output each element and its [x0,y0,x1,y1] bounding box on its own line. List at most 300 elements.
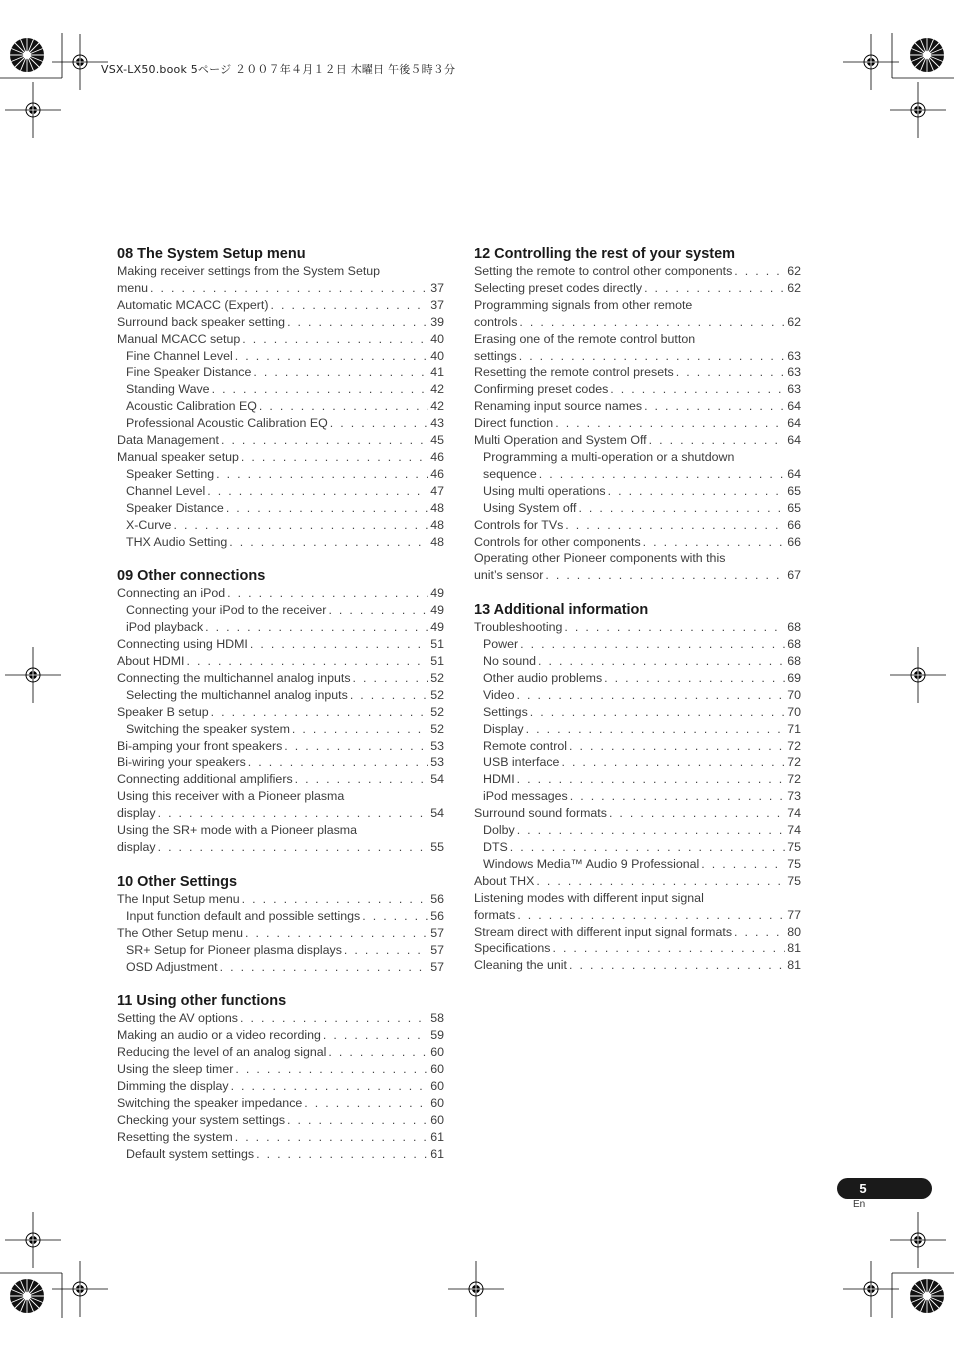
toc-section [117,567,444,856]
entry-text: Checking your system settings [117,1112,286,1127]
entry-text: Cleaning the unit [474,958,567,973]
entry-text: Using the sleep timer [117,1062,234,1077]
toc-entry[interactable] [117,602,444,619]
entry-page-number: 40 [430,348,444,363]
toc-entry[interactable] [474,670,801,687]
entry-text: Listening modes with different input signal [474,890,704,905]
entry-page-number: 62 [787,314,801,329]
entry-page-number: 53 [430,755,444,770]
entry-page-number: 60 [430,1062,444,1077]
entry-text: display [117,840,156,854]
toc-entry[interactable] [474,924,801,941]
toc-entry[interactable] [117,534,444,551]
dot-leader [158,805,428,822]
entry-text: Power [483,637,519,652]
toc-entry[interactable] [474,805,801,822]
toc-entry[interactable] [117,653,444,670]
entry-text: sequence [483,466,537,481]
dot-leader [212,381,428,398]
dot-leader [608,483,785,500]
entry-page-number: 57 [430,925,444,940]
dot-leader [519,348,785,365]
entry-page-number: 73 [787,789,801,804]
dot-leader [235,1061,428,1078]
toc-entry[interactable] [117,959,444,976]
toc-entry[interactable] [117,297,444,314]
toc-entry[interactable] [117,398,444,415]
entry-text: Reducing the level of an analog signal [117,1045,327,1060]
dot-leader [353,670,428,687]
dot-leader [242,891,428,908]
dot-leader [564,619,785,636]
toc-entry[interactable] [117,721,444,738]
entry-text: Making receiver settings from the System Setup [117,264,381,278]
toc-entry[interactable] [117,908,444,925]
toc-section [117,992,444,1162]
section-title: 11 Using other functions [117,993,287,1010]
toc-entry[interactable] [117,925,444,942]
toc-entry[interactable] [474,788,801,805]
toc-right-column [474,245,801,991]
toc-entry[interactable] [474,856,801,873]
dot-leader [555,415,785,432]
dot-leader [538,653,785,670]
entry-text: Using the SR+ mode with a Pioneer plasma [117,823,358,838]
entry-text: Switching the speaker impedance [117,1095,303,1110]
toc-entry[interactable] [117,1112,444,1129]
entry-page-number: 81 [787,958,801,973]
entry-page-number: 43 [430,416,444,431]
entry-page-number: 72 [787,755,801,770]
toc-entry[interactable] [117,432,444,449]
entry-text: Erasing one of the remote control button [474,331,696,346]
toc-entry[interactable] [117,619,444,636]
entry-text: Connecting your iPod to the receiver [126,603,327,618]
entry-page-number: 64 [787,433,801,448]
dot-leader [344,942,428,959]
dot-leader [517,771,785,788]
entry-page-number: 55 [430,840,444,854]
entry-text: Resetting the remote control presets [474,365,674,380]
entry-page-number: 40 [430,331,444,346]
dot-leader [519,314,785,331]
entry-text: Fine Channel Level [126,348,233,363]
entry-page-number: 42 [430,399,444,414]
entry-page-number: 68 [787,620,801,635]
toc-entry[interactable] [474,432,801,449]
entry-page-number: 60 [430,1079,444,1094]
entry-page-number: 52 [430,687,444,702]
entry-text: Stream direct with different input signal formats [474,924,733,939]
entry-text: Default system settings [126,1146,255,1161]
toc-entry[interactable] [117,1027,444,1044]
entry-text: Direct function [474,416,554,431]
toc-entry[interactable] [117,415,444,432]
dot-leader [701,856,785,873]
entry-page-number: 70 [787,704,801,719]
toc-entry[interactable] [117,483,444,500]
entry-text: Professional Acoustic Calibration EQ [126,416,328,431]
entry-text: Setting the remote to control other components [474,264,733,278]
section-title: 13 Additional information [474,602,649,619]
dot-leader [569,957,785,974]
dot-leader [328,1044,428,1061]
entry-text: Automatic MCACC (Expert) [117,297,269,312]
entry-text: Selecting the multichannel analog inputs [126,687,348,702]
dot-leader [536,873,785,890]
toc-entry[interactable] [474,738,801,755]
entry-text: Resetting the system [117,1129,233,1144]
toc-entry[interactable] [117,670,444,687]
dot-leader [287,1112,428,1129]
toc-entry[interactable] [117,822,444,856]
dot-leader [350,687,428,704]
entry-text: Display [483,721,524,736]
entry-text: iPod messages [483,789,568,804]
toc-entry[interactable] [117,364,444,381]
toc-entry[interactable] [474,873,801,890]
entry-page-number: 80 [787,924,801,939]
entry-page-number: 58 [430,1011,444,1026]
entry-page-number: 72 [787,738,801,753]
toc-entry[interactable] [117,263,444,297]
entry-text: THX Audio Setting [126,534,228,549]
entry-page-number: 56 [430,908,444,923]
dot-leader [158,839,428,856]
toc-entry[interactable] [474,721,801,738]
toc-entry[interactable] [474,500,801,517]
toc-entry[interactable] [117,704,444,721]
toc-entry[interactable] [117,942,444,959]
entry-text: Operating other Pioneer components with this [474,551,726,566]
entry-page-number: 51 [430,654,444,669]
entry-page-number: 49 [430,620,444,635]
toc-entry[interactable] [117,1078,444,1095]
dot-leader [259,398,428,415]
dot-leader [173,517,428,534]
entry-text: Bi-wiring your speakers [117,755,246,770]
dot-leader [649,432,785,449]
entry-page-number: 64 [787,416,801,431]
toc-entry[interactable] [474,754,801,771]
entry-text: The Input Setup menu [117,891,240,906]
entry-page-number: 37 [430,297,444,312]
toc-entry[interactable] [117,738,444,755]
toc-entry[interactable] [474,653,801,670]
entry-text: Switching the speaker system [126,721,290,736]
entry-page-number: 48 [430,517,444,532]
toc-entry[interactable] [474,398,801,415]
dot-leader [221,432,428,449]
toc-entry[interactable] [474,534,801,551]
dot-leader [676,364,785,381]
entry-page-number: 42 [430,382,444,397]
entry-page-number: 63 [787,382,801,397]
dot-leader [328,602,428,619]
toc-entry[interactable] [117,449,444,466]
entry-page-number: 60 [430,1045,444,1060]
toc-entry[interactable] [117,891,444,908]
toc-entry[interactable] [474,364,801,381]
entry-text: Fine Speaker Distance [126,365,252,380]
entry-page-number: 61 [430,1129,444,1144]
entry-text: Speaker Distance [126,500,224,515]
entry-text: HDMI [483,772,515,787]
dot-leader [644,398,785,415]
entry-text: Multi Operation and System Off [474,433,647,448]
dot-leader [734,924,785,941]
toc-entry[interactable] [474,517,801,534]
dot-leader [207,483,428,500]
dot-leader [517,907,785,924]
toc-entry[interactable] [474,687,801,704]
page-number-badge [837,1178,932,1199]
entry-text: Troubleshooting [474,620,563,635]
entry-text: Connecting using HDMI [117,637,248,652]
dot-leader [292,721,428,738]
entry-text: Dimming the display [117,1079,229,1094]
section-title: 09 Other connections [117,568,266,585]
entry-page-number: 67 [787,568,801,583]
entry-page-number: 60 [430,1112,444,1127]
dot-leader [604,670,785,687]
entry-page-number: 57 [430,959,444,974]
entry-page-number: 72 [787,772,801,787]
entry-page-number: 49 [430,603,444,618]
toc-entry[interactable] [117,771,444,788]
entry-page-number: 66 [787,517,801,532]
entry-text: X-Curve [126,517,172,532]
toc-entry[interactable] [474,381,801,398]
entry-text: Using multi operations [483,483,606,498]
entry-text: formats [474,907,516,922]
dot-leader [245,925,428,942]
toc-section [474,245,801,584]
entry-text: controls [474,314,518,329]
toc-entry[interactable] [117,1061,444,1078]
entry-page-number: 48 [430,534,444,549]
entry-text: Data Management [117,433,219,448]
entry-text: Remote control [483,738,568,753]
section-title: 10 Other Settings [117,873,238,890]
entry-text: Channel Level [126,483,206,498]
entry-page-number: 46 [430,466,444,481]
toc-entry[interactable] [474,263,801,280]
toc-entry[interactable] [474,550,801,584]
toc-entry[interactable] [117,1010,444,1027]
entry-page-number: 37 [430,280,444,295]
dot-leader [227,585,428,602]
toc-entry[interactable] [117,788,444,822]
entry-page-number: 54 [430,772,444,787]
dot-leader [517,822,785,839]
entry-text: Using System off [483,500,577,515]
dot-leader [643,534,785,551]
dot-leader [235,348,428,365]
toc-entry[interactable] [474,280,801,297]
toc-entry[interactable] [474,890,801,924]
toc-entry[interactable] [474,483,801,500]
entry-text: Surround back speaker setting [117,314,286,329]
toc-entry[interactable] [474,449,801,483]
dot-leader [610,381,785,398]
dot-leader [256,1146,428,1163]
toc-entry[interactable] [117,517,444,534]
toc-entry[interactable] [474,619,801,636]
entry-text: Settings [483,704,528,719]
entry-page-number: 62 [787,280,801,295]
entry-text: The Other Setup menu [117,925,244,940]
entry-page-number: 75 [787,856,801,871]
entry-text: Selecting preset codes directly [474,280,643,295]
toc-entry[interactable] [474,331,801,365]
toc-entry[interactable] [117,314,444,331]
dot-leader [304,1095,428,1112]
entry-text: Surround sound formats [474,806,607,821]
dot-leader [520,636,785,653]
dot-leader [516,687,785,704]
dot-leader [362,908,428,925]
toc-entry[interactable] [474,940,801,957]
entry-page-number: 45 [430,433,444,448]
dot-leader [241,449,428,466]
entry-page-number: 59 [430,1028,444,1043]
toc-entry[interactable] [117,381,444,398]
entry-text: Bi-amping your front speakers [117,738,283,753]
entry-text: unit’s sensor [474,568,544,583]
toc-section [117,245,444,550]
dot-leader [229,534,428,551]
entry-page-number: 41 [430,365,444,380]
dot-leader [284,738,428,755]
entry-text: Speaker B setup [117,704,209,719]
entry-page-number: 46 [430,449,444,464]
entry-page-number: 62 [787,264,801,278]
toc-entry[interactable] [117,636,444,653]
entry-text: Connecting an iPod [117,586,226,601]
dot-leader [253,364,428,381]
entry-page-number: 77 [787,907,801,922]
entry-page-number: 65 [787,483,801,498]
entry-text: Confirming preset codes [474,382,609,397]
entry-text: Dolby [483,823,515,838]
entry-page-number: 81 [787,941,801,956]
entry-text: settings [474,348,517,363]
entry-text: display [117,806,156,821]
entry-page-number: 63 [787,365,801,380]
entry-text: Windows Media™ Audio 9 Professional [483,856,700,871]
toc-entry[interactable] [117,1129,444,1146]
entry-page-number: 53 [430,738,444,753]
dot-leader [565,517,785,534]
toc-entry[interactable] [117,1095,444,1112]
dot-leader [295,771,428,788]
toc-entry[interactable] [474,771,801,788]
dot-leader [150,280,428,297]
toc-entry[interactable] [474,822,801,839]
entry-text: About HDMI [117,654,185,669]
entry-text: Using this receiver with a Pioneer plasma [117,789,345,804]
entry-page-number: 47 [430,483,444,498]
entry-text: Making an audio or a video recording [117,1028,321,1043]
entry-page-number: 49 [430,586,444,601]
dot-leader [545,567,785,584]
toc-entry[interactable] [474,957,801,974]
toc-entry[interactable] [474,704,801,721]
dot-leader [250,636,428,653]
toc-entry[interactable] [117,585,444,602]
entry-text: Speaker Setting [126,466,215,481]
toc-entry[interactable] [117,331,444,348]
entry-text: Controls for TVs [474,517,564,532]
entry-text: Controls for other components [474,534,641,549]
entry-page-number: 54 [430,806,444,821]
toc-entry[interactable] [117,687,444,704]
entry-page-number: 56 [430,891,444,906]
dot-leader [287,314,428,331]
dot-leader [205,619,428,636]
entry-text: Standing Wave [126,382,210,397]
entry-page-number: 74 [787,823,801,838]
entry-text: Video [483,687,515,702]
dot-leader [569,738,785,755]
entry-page-number: 69 [787,670,801,685]
entry-page-number: 71 [787,721,801,736]
entry-page-number: 68 [787,654,801,669]
toc-entry[interactable] [117,466,444,483]
dot-leader [552,940,785,957]
dot-leader [609,805,785,822]
entry-text: SR+ Setup for Pioneer plasma displays [126,942,342,957]
entry-text: Renaming input source names [474,399,643,414]
entry-text: Connecting the multichannel analog inputs [117,670,351,685]
toc-entry[interactable] [474,839,801,856]
entry-page-number: 60 [430,1095,444,1110]
entry-page-number: 57 [430,942,444,957]
entry-text: Setting the AV options [117,1011,239,1026]
toc-entry[interactable] [474,297,801,331]
entry-text: OSD Adjustment [126,959,218,974]
dot-leader [510,839,785,856]
entry-page-number: 52 [430,670,444,685]
section-title: 08 The System Setup menu [117,246,306,262]
entry-text: Input function default and possible settings [126,908,361,923]
dot-leader [235,1129,428,1146]
dot-leader [186,653,428,670]
toc-entry[interactable] [117,1044,444,1061]
dot-leader [242,331,428,348]
toc-left-column [117,245,444,1180]
entry-page-number: 52 [430,721,444,736]
language-label: En [853,1199,866,1210]
section-title: 12 Controlling the rest of your system [474,246,736,262]
toc-entry[interactable] [117,1146,444,1163]
entry-page-number: 68 [787,637,801,652]
toc-entry[interactable] [117,754,444,771]
entry-page-number: 65 [787,500,801,515]
entry-text: Specifications [474,941,551,956]
toc-entry[interactable] [474,415,801,432]
toc-section [474,601,801,974]
toc-entry[interactable] [117,500,444,517]
toc-entry[interactable] [117,348,444,365]
entry-text: Manual MCACC setup [117,331,241,346]
entry-text: Other audio problems [483,670,603,685]
entry-page-number: 74 [787,806,801,821]
entry-text: No sound [483,654,537,669]
toc-entry[interactable] [474,636,801,653]
dot-leader [216,466,428,483]
